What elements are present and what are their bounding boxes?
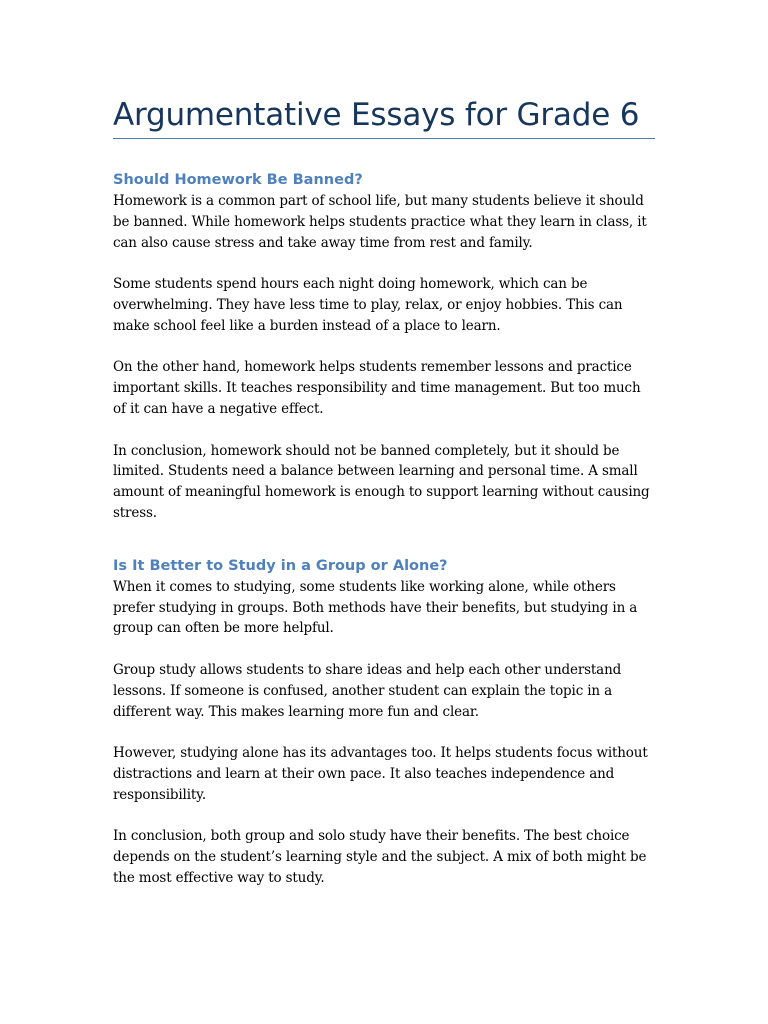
- essay-paragraph: Some students spend hours each night doing homework, which can be overwhelming. They have less time to play, relax, or enjoy hobbies. This can make school feel like a burden instead of a place to learn.: [113, 276, 623, 334]
- title-divider: [113, 138, 655, 139]
- document-title: Argumentative Essays for Grade 6: [113, 97, 640, 133]
- essay-paragraph: In conclusion, both group and solo study have their benefits. The best choice depends on the student’s learning style and the subject. A mix of both might be the most effective way to study.: [113, 828, 647, 886]
- essay-paragraph: Homework is a common part of school life, but many students believe it should be banned. While homework helps students practice what they learn in class, it can also cause stress and take away time from rest and family.: [113, 193, 647, 251]
- essay-paragraph: On the other hand, homework helps students remember lessons and practice important skills. It teaches responsibility and time management. But too much of it can have a negative effect.: [113, 359, 641, 417]
- essay-paragraph: In conclusion, homework should not be banned completely, but it should be limited. Students need a balance between learning and personal time. A small amount of meaningful homework is enough to support learning without causing stress.: [113, 442, 650, 521]
- essay-paragraph: However, studying alone has its advantages too. It helps students focus without distractions and learn at their own pace. It also teaches independence and responsibility.: [113, 745, 648, 803]
- essay-homework: [113, 170, 656, 524]
- document-page: [113, 0, 656, 889]
- essay-group-study: [113, 556, 656, 889]
- essay-paragraph: When it comes to studying, some students like working alone, while others prefer studying in groups. Both methods have their benefits, but studying in a group can often be more helpful.: [113, 578, 638, 637]
- essay-paragraph: Group study allows students to share ideas and help each other understand lessons. If someone is confused, another student can explain the topic in a different way. This makes learning more fun and clear.: [113, 661, 622, 720]
- essay-heading: Is It Better to Study in a Group or Alone?: [113, 557, 448, 574]
- essay-heading: Should Homework Be Banned?: [113, 172, 363, 188]
